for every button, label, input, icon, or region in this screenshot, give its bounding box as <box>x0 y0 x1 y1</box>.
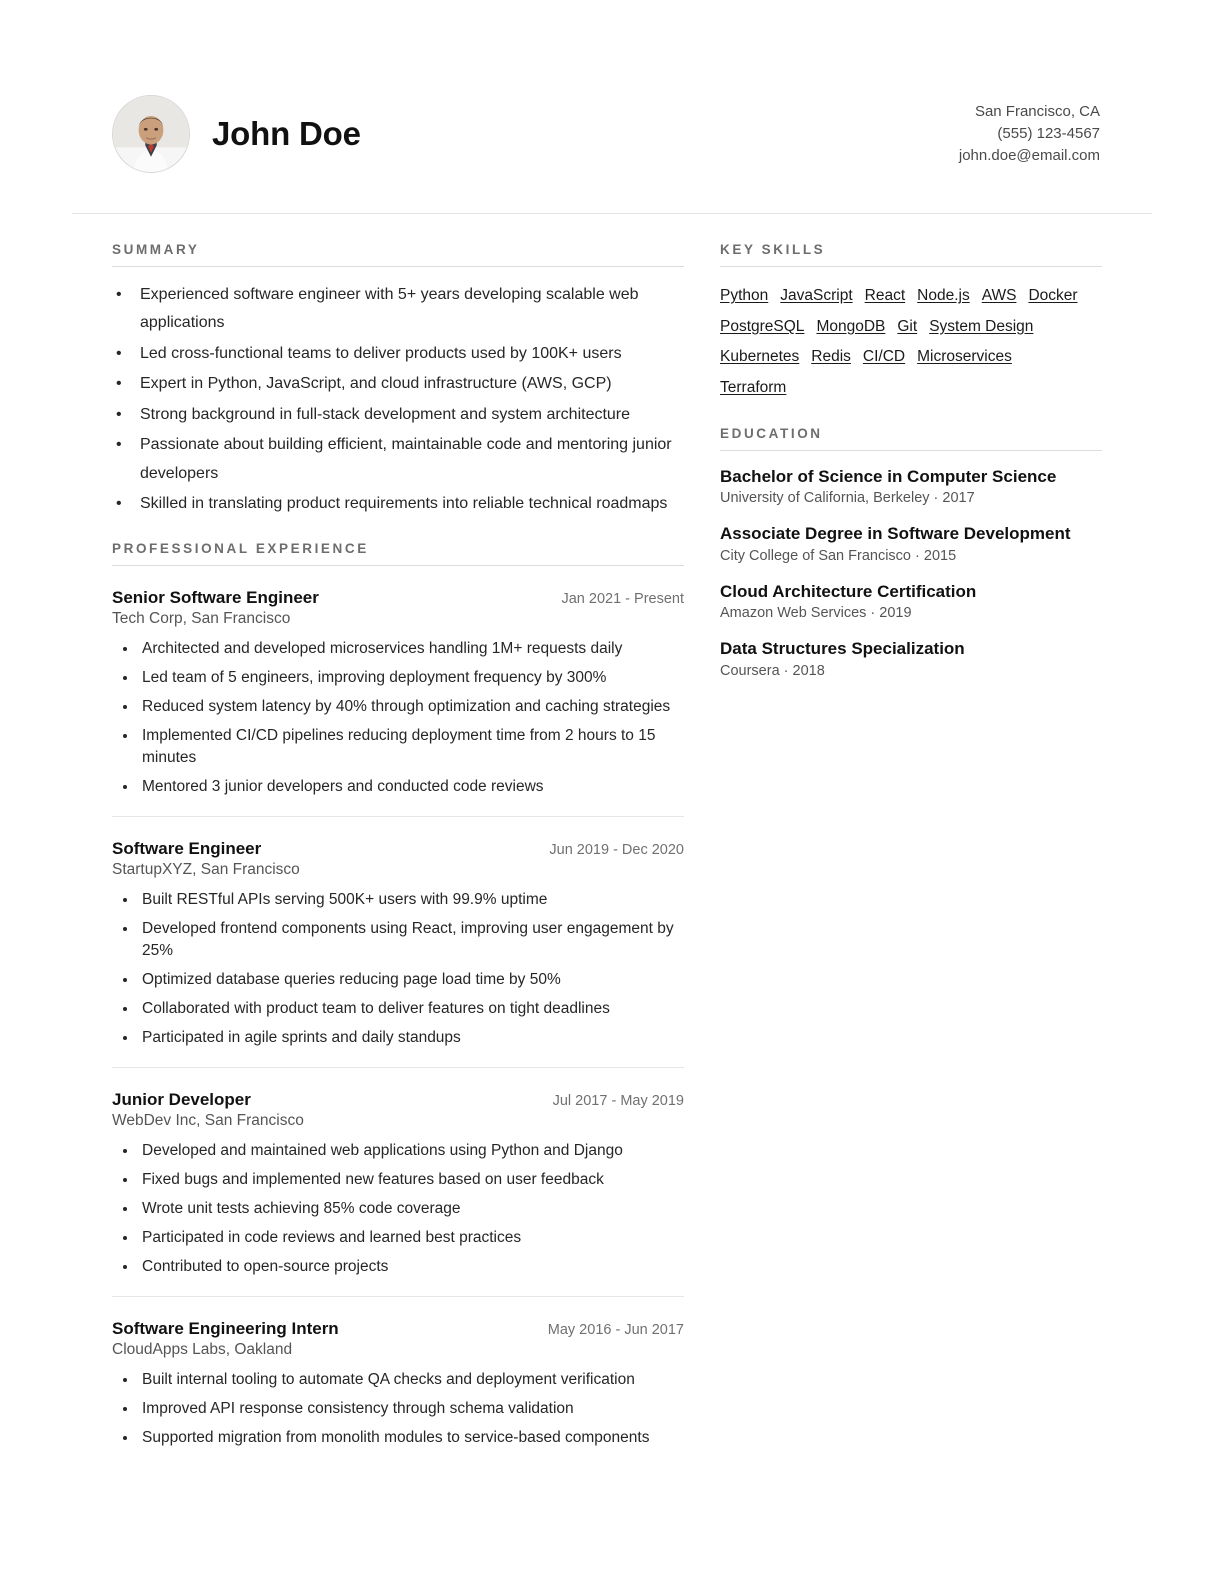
summary-bullet: • Experienced software engineer with 5+ years developing scalable web applications <box>112 281 684 338</box>
experience-bullet: • Collaborated with product team to deliver features on tight deadlines <box>138 998 684 1020</box>
experience-company: Tech Corp, San Francisco <box>112 609 291 627</box>
contact-email[interactable]: john.doe@email.com <box>958 146 1100 164</box>
experience-bullet: • Reduced system latency by 40% through optimization and caching strategies <box>138 696 684 718</box>
experience-bullet: • Contributed to open-source projects <box>138 1256 684 1278</box>
experience-bullet: • Optimized database queries reducing page load time by 50% <box>138 969 684 991</box>
education-item <box>720 580 1102 621</box>
experience-bullets <box>112 638 684 798</box>
section-title-education: EDUCATION <box>720 426 1102 451</box>
experience-bullet: • Developed and maintained web applications using Python and Django <box>138 1140 684 1162</box>
skill-tag[interactable]: Docker <box>1028 287 1078 304</box>
experience-header <box>112 1319 684 1339</box>
summary-bullet: • Expert in Python, JavaScript, and cloud infrastructure (AWS, GCP) <box>112 370 684 398</box>
skill-tag[interactable]: MongoDB <box>816 317 886 335</box>
skill-tag[interactable]: Microservices <box>917 348 1012 366</box>
skill-tag[interactable]: Terraform <box>720 379 787 397</box>
skill-tag[interactable]: System Design <box>929 317 1034 335</box>
experience-bullet: • Participated in agile sprints and daily standups <box>138 1027 684 1049</box>
summary-list <box>112 281 684 519</box>
experience-bullet: • Implemented CI/CD pipelines reducing deployment time from 2 hours to 15 minutes <box>138 725 684 769</box>
left-column <box>112 242 684 1467</box>
experience-list <box>112 566 684 1467</box>
experience-bullets <box>112 1140 684 1278</box>
experience-role: Junior Developer <box>112 1089 251 1109</box>
education-meta: Amazon Web Services · 2019 <box>720 605 912 622</box>
summary-bullet: • Led cross-functional teams to deliver products used by 100K+ users <box>112 340 684 368</box>
resume-header <box>0 0 1224 173</box>
experience-bullet: • Improved API response consistency through schema validation <box>138 1398 684 1420</box>
experience-company: WebDev Inc, San Francisco <box>112 1111 304 1129</box>
experience-item <box>112 566 684 817</box>
education-item <box>720 522 1102 563</box>
experience-header <box>112 839 684 859</box>
education-item <box>720 637 1102 678</box>
section-title-skills: KEY SKILLS <box>720 242 1102 267</box>
education-item <box>720 465 1102 506</box>
contact-phone[interactable]: (555) 123-4567 <box>997 125 1100 143</box>
experience-bullet: • Built internal tooling to automate QA checks and deployment verification <box>138 1369 684 1391</box>
contact-location: San Francisco, CA <box>974 103 1100 121</box>
experience-item <box>112 1297 684 1467</box>
experience-bullet: • Developed frontend components using React, improving user engagement by 25% <box>138 918 684 962</box>
education-degree: Associate Degree in Software Development <box>720 524 1071 544</box>
experience-bullets <box>112 889 684 1049</box>
experience-dates: Jul 2017 - May 2019 <box>552 1092 684 1109</box>
skills-list <box>720 281 1102 404</box>
skill-tag[interactable]: Node.js <box>917 287 970 304</box>
education-degree: Cloud Architecture Certification <box>720 581 977 601</box>
experience-role: Software Engineering Intern <box>112 1318 339 1338</box>
experience-bullet: • Architected and developed microservices handling 1M+ requests daily <box>138 638 684 660</box>
experience-company: StartupXYZ, San Francisco <box>112 860 300 878</box>
contact-block <box>959 101 1100 166</box>
experience-bullets <box>112 1369 684 1449</box>
header-identity <box>112 95 361 173</box>
skill-tag[interactable]: PostgreSQL <box>720 317 805 335</box>
education-degree: Bachelor of Science in Computer Science <box>720 466 1057 486</box>
experience-bullet: • Supported migration from monolith modules to service-based components <box>138 1427 684 1449</box>
experience-bullet: • Mentored 3 junior developers and conducted code reviews <box>138 776 684 798</box>
experience-dates: Jan 2021 - Present <box>561 590 684 607</box>
education-meta: University of California, Berkeley · 2017 <box>720 490 975 507</box>
skill-tag[interactable]: Python <box>720 287 769 304</box>
experience-dates: May 2016 - Jun 2017 <box>547 1321 684 1338</box>
avatar <box>112 95 190 173</box>
skill-tag[interactable]: AWS <box>981 287 1017 304</box>
experience-item <box>112 817 684 1068</box>
experience-bullet: • Built RESTful APIs serving 500K+ users with 99.9% uptime <box>138 889 684 911</box>
resume-body <box>0 214 1224 1507</box>
summary-bullet: • Passionate about building efficient, maintainable code and mentoring junior developers <box>112 431 684 488</box>
experience-role: Senior Software Engineer <box>112 587 319 607</box>
experience-role: Software Engineer <box>112 838 262 858</box>
skill-tag[interactable]: React <box>864 287 906 304</box>
page-title: John Doe <box>212 115 361 152</box>
experience-bullet: • Led team of 5 engineers, improving deployment frequency by 300% <box>138 667 684 689</box>
experience-header <box>112 1090 684 1110</box>
education-degree: Data Structures Specialization <box>720 639 965 659</box>
experience-item <box>112 1068 684 1297</box>
skill-tag[interactable]: Kubernetes <box>720 348 800 366</box>
skill-tag[interactable]: Redis <box>811 348 851 366</box>
right-column <box>720 242 1102 1467</box>
education-meta: Coursera · 2018 <box>720 662 825 679</box>
experience-bullet: • Participated in code reviews and learned best practices <box>138 1227 684 1249</box>
summary-bullet: • Strong background in full-stack development and system architecture <box>112 401 684 429</box>
skill-tag[interactable]: Git <box>897 317 918 335</box>
experience-dates: Jun 2019 - Dec 2020 <box>549 841 684 858</box>
experience-company: CloudApps Labs, Oakland <box>112 1340 293 1358</box>
skill-tag[interactable]: CI/CD <box>862 348 906 366</box>
experience-header <box>112 588 684 608</box>
education-meta: City College of San Francisco · 2015 <box>720 547 957 564</box>
summary-bullet: • Skilled in translating product requirements into reliable technical roadmaps <box>112 490 684 518</box>
experience-bullet: • Wrote unit tests achieving 85% code coverage <box>138 1198 684 1220</box>
section-title-summary: SUMMARY <box>112 242 684 267</box>
section-title-experience: PROFESSIONAL EXPERIENCE <box>112 541 684 566</box>
experience-bullet: • Fixed bugs and implemented new features based on user feedback <box>138 1169 684 1191</box>
skill-tag[interactable]: JavaScript <box>780 287 853 304</box>
education-list <box>720 465 1102 679</box>
